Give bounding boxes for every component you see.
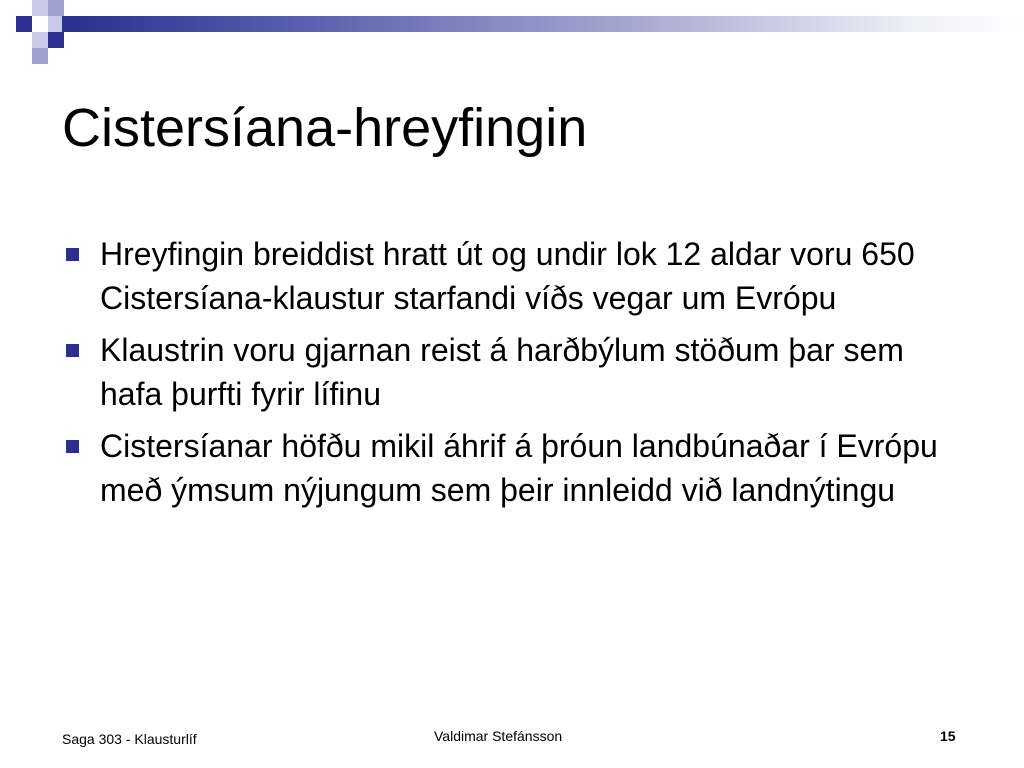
footer-author: Valdimar Stefánsson [434,728,563,744]
decor-square [32,32,48,48]
decor-square [32,48,48,64]
footer-course: Saga 303 - Klausturlíf [62,731,197,747]
bullet-item [62,328,962,416]
header-gradient-band [62,16,1024,32]
square-bullet-icon [66,344,79,357]
bullet-text: Hreyfingin breiddist hratt út og undir lok 12 aldar voru 650 Cistersíana-klaustur starfandi víðs vegar um Evrópu [100,236,915,316]
bullet-item [62,424,962,512]
bullet-text: Cistersíanar höfðu mikil áhrif á þróun landbúnaðar í Evrópu með ýmsum nýjungum sem þeir innleidd við landnýtingu [100,428,938,508]
decor-square [48,0,64,16]
bullet-text: Klaustrin voru gjarnan reist á harðbýlum stöðum þar sem hafa þurfti fyrir lífinu [100,332,904,412]
decor-square [16,16,32,32]
decor-square [32,0,48,16]
bullet-list [62,232,962,520]
page-number: 15 [940,728,956,744]
square-bullet-icon [66,248,79,261]
decor-square [48,32,64,48]
square-bullet-icon [66,440,79,453]
slide-title: Cistersíana-hreyfingin [62,98,588,158]
bullet-item [62,232,962,320]
